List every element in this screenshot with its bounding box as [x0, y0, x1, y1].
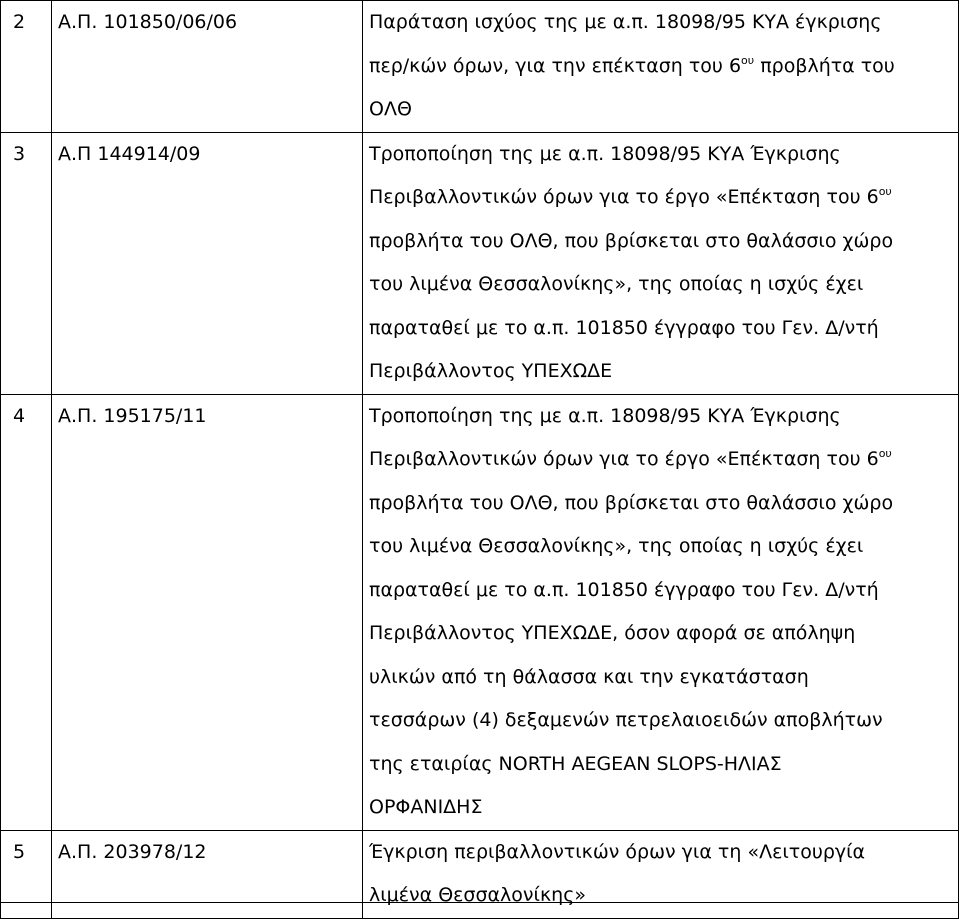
- description-line: [369, 220, 952, 264]
- ordinal-superscript: ου: [878, 185, 892, 198]
- description-cell: [363, 132, 959, 394]
- description-line: [369, 743, 952, 787]
- description-line: [369, 395, 952, 439]
- description-line: [369, 699, 952, 743]
- description-line: [369, 263, 952, 307]
- row-number: 3: [1, 132, 52, 394]
- description-cell: [363, 394, 959, 830]
- description-line: [369, 176, 952, 220]
- description-text: ΟΛΘ: [369, 98, 412, 120]
- table-row: [1, 394, 959, 830]
- description-line: [369, 350, 952, 394]
- description-text: του λιμένα Θεσσαλονίκης», της οποίας η ισχύς έχει: [369, 273, 864, 295]
- description-text: Παράταση ισχύος της με α.π. 18098/95 ΚΥΑ έγκρισης: [369, 11, 882, 33]
- description-text: υλικών από τη θάλασσα και την εγκατάσταση: [369, 665, 809, 688]
- description-text: τεσσάρων (4) δεξαμενών πετρελαιοειδών αποβλήτων: [369, 709, 883, 731]
- row-number: 4: [1, 394, 52, 830]
- description-text: της εταιρίας NORTH AEGEAN SLOPS-ΗΛΙΑΣ: [369, 752, 782, 775]
- reference-number: Α.Π. 203978/12: [52, 830, 363, 918]
- description-line: [369, 88, 952, 132]
- description-line: [369, 612, 952, 656]
- table-row: [1, 1, 959, 133]
- description-text: παραταθεί με το α.π. 101850 έγγραφο του Γεν. Δ/ντή: [369, 578, 879, 601]
- description-cell: [363, 830, 959, 918]
- description-text: Περιβαλλοντικών όρων για το έργο «Επέκταση του 6: [369, 186, 879, 208]
- description-cell: [363, 1, 959, 133]
- description-text: ΟΡΦΑΝΙΔΗΣ: [369, 796, 483, 818]
- description-line: [369, 786, 952, 830]
- description-text: Περιβάλλοντος ΥΠΕΧΩΔΕ: [369, 360, 613, 382]
- description-line: [369, 1, 952, 45]
- bottom-rule: [0, 902, 958, 903]
- description-line: [369, 656, 952, 700]
- description-text: Έγκριση περιβαλλοντικών όρων για τη «Λειτουργία: [369, 840, 866, 863]
- row-number: 5: [1, 830, 52, 918]
- description-text: προβλήτα του: [754, 54, 895, 77]
- description-line: [369, 307, 952, 351]
- description-line: [369, 482, 952, 526]
- description-text: παραταθεί με το α.π. 101850 έγγραφο του Γεν. Δ/ντή: [369, 316, 879, 339]
- row-number: 2: [1, 1, 52, 133]
- description-text: Περιβάλλοντος ΥΠΕΧΩΔΕ, όσον αφορά σε απόληψη: [369, 622, 856, 644]
- description-line: [369, 45, 952, 89]
- ordinal-superscript: ου: [878, 447, 892, 460]
- reference-number: Α.Π. 101850/06/06: [52, 1, 363, 133]
- description-text: προβλήτα του ΟΛΘ, που βρίσκεται στο θαλάσσιο χώρο: [369, 491, 894, 514]
- description-line: [369, 874, 952, 918]
- description-line: [369, 525, 952, 569]
- description-text: Τροποποίηση της με α.π. 18098/95 ΚΥΑ Έγκρισης: [369, 404, 841, 427]
- description-text: Τροποποίηση της με α.π. 18098/95 ΚΥΑ Έγκρισης: [369, 142, 841, 165]
- description-line: [369, 438, 952, 482]
- description-line: [369, 831, 952, 875]
- description-text: περ/κών όρων, για την επέκταση του 6: [369, 54, 742, 77]
- description-text: Περιβαλλοντικών όρων για το έργο «Επέκταση του 6: [369, 448, 879, 470]
- description-line: [369, 569, 952, 613]
- table-row: [1, 132, 959, 394]
- description-line: [369, 133, 952, 177]
- table-row: [1, 830, 959, 918]
- description-text: λιμένα Θεσσαλονίκης»: [369, 884, 586, 906]
- table-body: [1, 1, 959, 919]
- ordinal-superscript: ου: [741, 53, 755, 67]
- description-text: προβλήτα του ΟΛΘ, που βρίσκεται στο θαλάσσιο χώρο: [369, 229, 894, 252]
- reference-number: Α.Π. 195175/11: [52, 394, 363, 830]
- description-text: του λιμένα Θεσσαλονίκης», της οποίας η ισχύς έχει: [369, 535, 864, 557]
- reference-number: Α.Π 144914/09: [52, 132, 363, 394]
